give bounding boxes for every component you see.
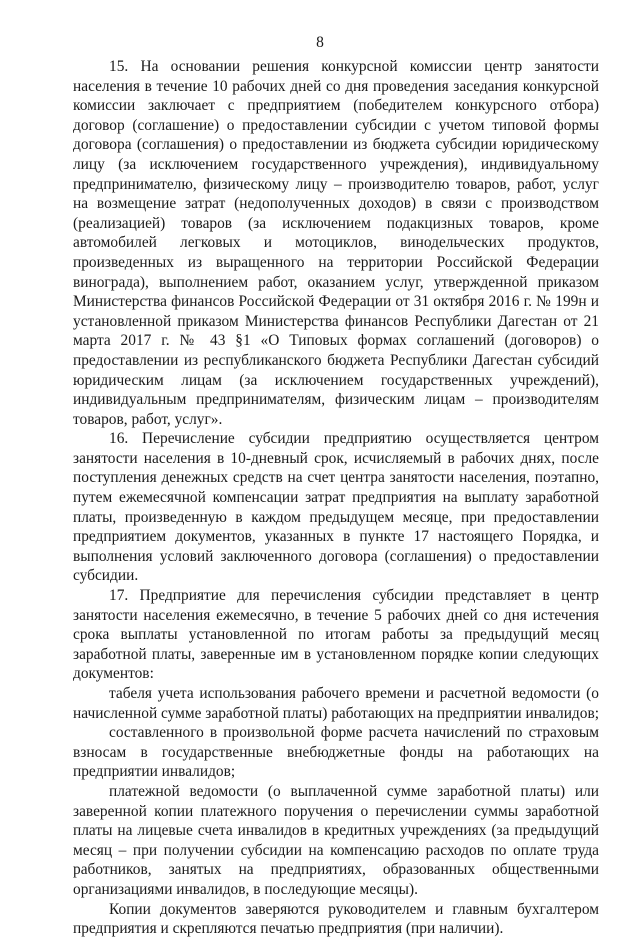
- list-item-timesheet: табеля учета использования рабочего времени и расчетной ведомости (о начисленной сумме заработной платы) работающих на предприятии инвалидов;: [73, 685, 600, 722]
- page-number: 8: [316, 34, 324, 51]
- paragraph-17: 17. Предприятие для перечисления субсидии представляет в центр занятости населения ежемесячно, в течение 5 рабочих дней со дня истечения срока выплаты установленной по итогам работы за предыдущий месяц заработной платы, заверенные им в установленном порядке копии следующих документов:: [73, 587, 599, 683]
- list-item-payment-statement: платежной ведомости (о выплаченной сумме заработной платы) или заверенной копии платежного поручения о перечислении суммы заработной платы на лицевые счета инвалидов в кредитных учреждениях (за предыдущий месяц – при получении субсидии на компенсацию расходов по оплате труда работников, занятых на предприятиях, образованных общественными организациями инвалидов, в последующие месяцы).: [73, 782, 599, 898]
- document-body: [73, 57, 599, 939]
- paragraph-certification: Копии документов заверяются руководителем и главным бухгалтером предприятия и скрепляются печатью предприятия (при наличии).: [73, 900, 599, 938]
- paragraph-16: 16. Перечисление субсидии предприятию осуществляется центром занятости населения в 10-дневный срок, исчисляемый в рабочих днях, после поступления денежных средств на счет центра занятости населения, поэтапно, путем ежемесячной компенсации затрат предприятия на выплату заработной платы, произведенную в каждом предыдущем месяце, при предоставлении предприятием документов, указанных в пункте 17 настоящего Порядка, и выполнения условий заключенного договора (соглашения) о предоставлении субсидии.: [73, 430, 599, 585]
- paragraph-15: 15. На основании решения конкурсной комиссии центр занятости населения в течение 10 рабочих дней со дня проведения заседания конкурсной комиссии заключает с предприятием (победителем конкурсного отбора) договор (соглашение) о предоставлении субсидии с учетом типовой формы договора (соглашения) о предоставлении из бюджета субсидии юридическому лицу (за исключением государственного учреждения), индивидуальному предпринимателю, физическому лицу – производителю товаров, работ, услуг на возмещение затрат (недополученных доходов) в связи с производством (реализацией) товаров (за исключением подакцизных товаров, кроме автомобилей легковых и мотоциклов, винодельческих продуктов, произведенных из выращенного на территории Российской Федерации винограда), выполнением работ, оказанием услуг, утвержденной приказом Министерства финансов Российской Федерации от 31 октября 2016 г. № 199н и установленной приказом Министерства финансов Республики Дагестан от 21 марта 2017 г. № 43 §1 «О Типовых формах соглашений (договоров) о предоставлении из республиканского бюджета Республики Дагестан субсидий юридическим лицам (за исключением государственных учреждений), индивидуальным предпринимателям, физическим лицам – производителям товаров, работ, услуг».: [73, 58, 599, 428]
- list-item-insurance-calculation: составленного в произвольной форме расчета начислений по страховым взносам в государственные внебюджетные фонды на работающих на предприятии инвалидов;: [73, 724, 599, 781]
